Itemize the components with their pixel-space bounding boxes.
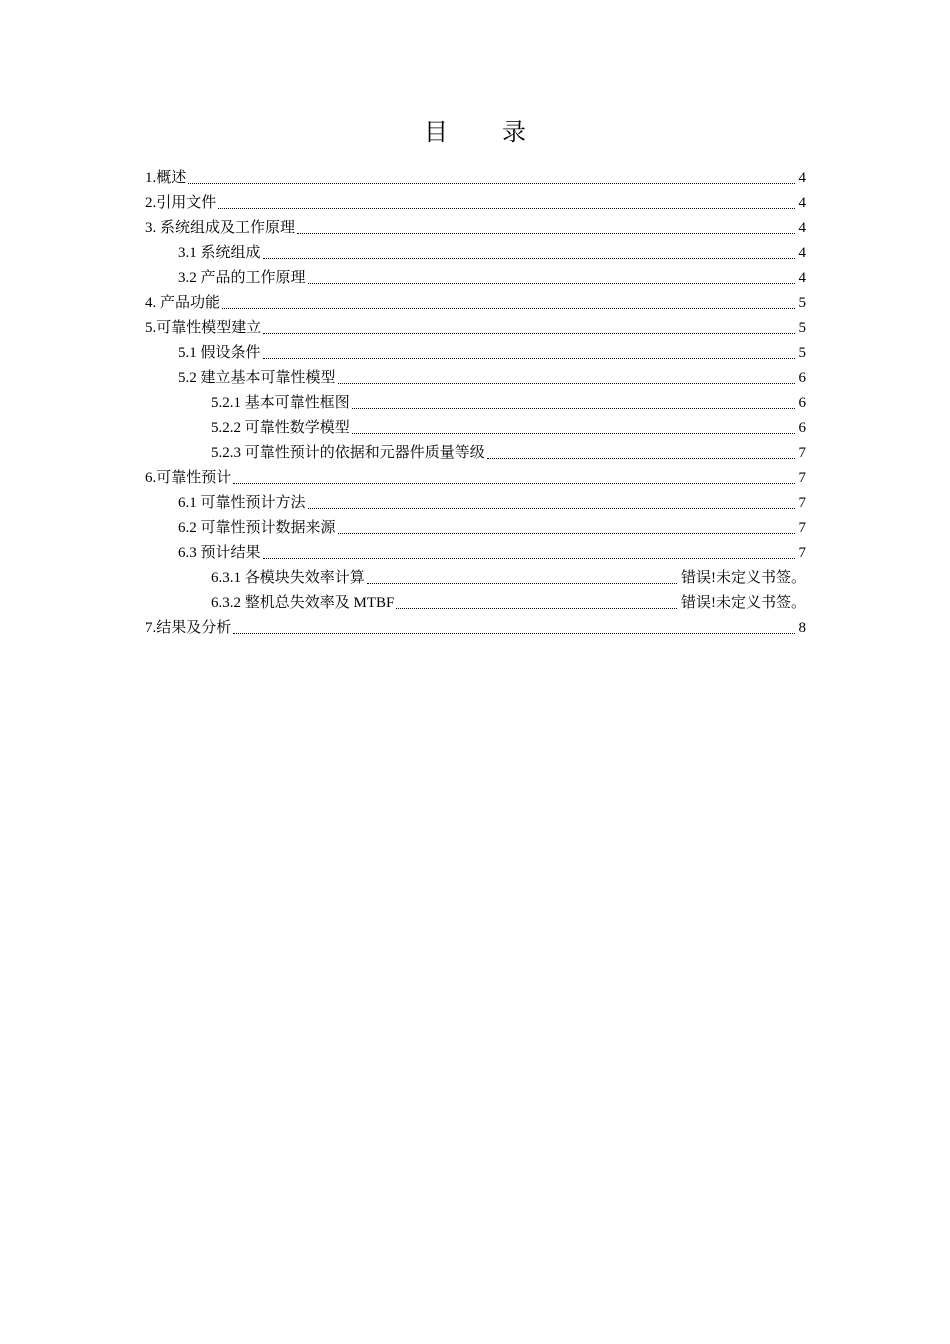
toc-leader-dots bbox=[263, 357, 795, 359]
toc-entry-page: 7 bbox=[798, 470, 806, 486]
toc-entry-page: 错误!未定义书签。 bbox=[681, 570, 806, 586]
toc-entry[interactable] bbox=[145, 166, 806, 190]
toc-entry-label: 6.可靠性预计 bbox=[145, 470, 232, 486]
toc-entry[interactable] bbox=[178, 541, 806, 565]
toc-entry-page: 7 bbox=[798, 445, 806, 461]
toc-entry-page: 错误!未定义书签。 bbox=[681, 595, 806, 611]
toc-entry-label: 7.结果及分析 bbox=[145, 620, 232, 636]
toc-leader-dots bbox=[263, 257, 795, 259]
toc-entry-label: 6.3 预计结果 bbox=[178, 545, 261, 561]
toc-entry-label: 3.1 系统组成 bbox=[178, 245, 261, 261]
toc-entry[interactable] bbox=[178, 516, 806, 540]
toc-entry-page: 4 bbox=[798, 195, 806, 211]
toc-leader-dots bbox=[308, 282, 795, 284]
toc-entry[interactable] bbox=[178, 341, 806, 365]
toc-leader-dots bbox=[487, 457, 795, 459]
toc-entry-page: 4 bbox=[798, 270, 806, 286]
toc-entry-page: 5 bbox=[798, 295, 806, 311]
toc-leader-dots bbox=[367, 582, 677, 584]
toc-leader-dots bbox=[352, 407, 795, 409]
toc-entry[interactable] bbox=[211, 416, 806, 440]
toc-entry-page: 7 bbox=[798, 495, 806, 511]
toc-entry[interactable] bbox=[145, 316, 806, 340]
toc-entry-page: 8 bbox=[798, 620, 806, 636]
toc-entry-page: 6 bbox=[798, 395, 806, 411]
toc-leader-dots bbox=[338, 532, 795, 534]
toc-entry-label: 3. 系统组成及工作原理 bbox=[145, 220, 296, 236]
toc-leader-dots bbox=[222, 307, 794, 309]
toc-entry-page: 4 bbox=[798, 220, 806, 236]
toc-entry-label: 5.2.1 基本可靠性框图 bbox=[211, 395, 350, 411]
toc-title: 目 录 bbox=[424, 120, 550, 146]
toc-entry-label: 3.2 产品的工作原理 bbox=[178, 270, 306, 286]
toc-entry-page: 4 bbox=[798, 170, 806, 186]
toc-entry-page: 6 bbox=[798, 420, 806, 436]
toc-entry[interactable] bbox=[145, 616, 806, 640]
toc-leader-dots bbox=[263, 332, 794, 334]
toc-leader-dots bbox=[308, 507, 795, 509]
toc-entry-label: 6.3.2 整机总失效率及 MTBF bbox=[211, 595, 395, 611]
toc-entry-page: 7 bbox=[798, 520, 806, 536]
toc-entry-label: 6.1 可靠性预计方法 bbox=[178, 495, 306, 511]
toc-entry[interactable] bbox=[211, 441, 806, 465]
toc-entry[interactable] bbox=[211, 591, 806, 615]
toc-entry[interactable] bbox=[145, 191, 806, 215]
toc-leader-dots bbox=[188, 182, 794, 184]
toc-entry-label: 5.2 建立基本可靠性模型 bbox=[178, 370, 336, 386]
toc-entry-label: 5.2.3 可靠性预计的依据和元器件质量等级 bbox=[211, 445, 485, 461]
toc-leader-dots bbox=[233, 632, 794, 634]
table-of-contents bbox=[0, 166, 950, 646]
toc-entry[interactable] bbox=[211, 391, 806, 415]
toc-entry[interactable] bbox=[145, 466, 806, 490]
toc-entry[interactable] bbox=[178, 366, 806, 390]
toc-entry-page: 5 bbox=[798, 320, 806, 336]
toc-entry-label: 6.2 可靠性预计数据来源 bbox=[178, 520, 336, 536]
toc-entry-page: 7 bbox=[798, 545, 806, 561]
toc-leader-dots bbox=[218, 207, 794, 209]
toc-entry-label: 5.2.2 可靠性数学模型 bbox=[211, 420, 350, 436]
toc-entry-page: 6 bbox=[798, 370, 806, 386]
toc-entry-label: 5.1 假设条件 bbox=[178, 345, 261, 361]
toc-entry[interactable] bbox=[178, 241, 806, 265]
toc-entry-label: 6.3.1 各模块失效率计算 bbox=[211, 570, 365, 586]
toc-leader-dots bbox=[263, 557, 795, 559]
toc-leader-dots bbox=[233, 482, 794, 484]
toc-entry[interactable] bbox=[178, 266, 806, 290]
toc-entry[interactable] bbox=[211, 566, 806, 590]
toc-leader-dots bbox=[297, 232, 794, 234]
toc-entry[interactable] bbox=[145, 291, 806, 315]
toc-entry-label: 1.概述 bbox=[145, 170, 187, 186]
toc-entry-label: 5.可靠性模型建立 bbox=[145, 320, 262, 336]
toc-entry[interactable] bbox=[145, 216, 806, 240]
toc-entry-label: 2.引用文件 bbox=[145, 195, 217, 211]
toc-leader-dots bbox=[352, 432, 795, 434]
toc-entry-label: 4. 产品功能 bbox=[145, 295, 221, 311]
toc-leader-dots bbox=[338, 382, 795, 384]
toc-entry[interactable] bbox=[178, 491, 806, 515]
toc-entry-page: 4 bbox=[798, 245, 806, 261]
toc-leader-dots bbox=[396, 607, 677, 609]
toc-entry-page: 5 bbox=[798, 345, 806, 361]
